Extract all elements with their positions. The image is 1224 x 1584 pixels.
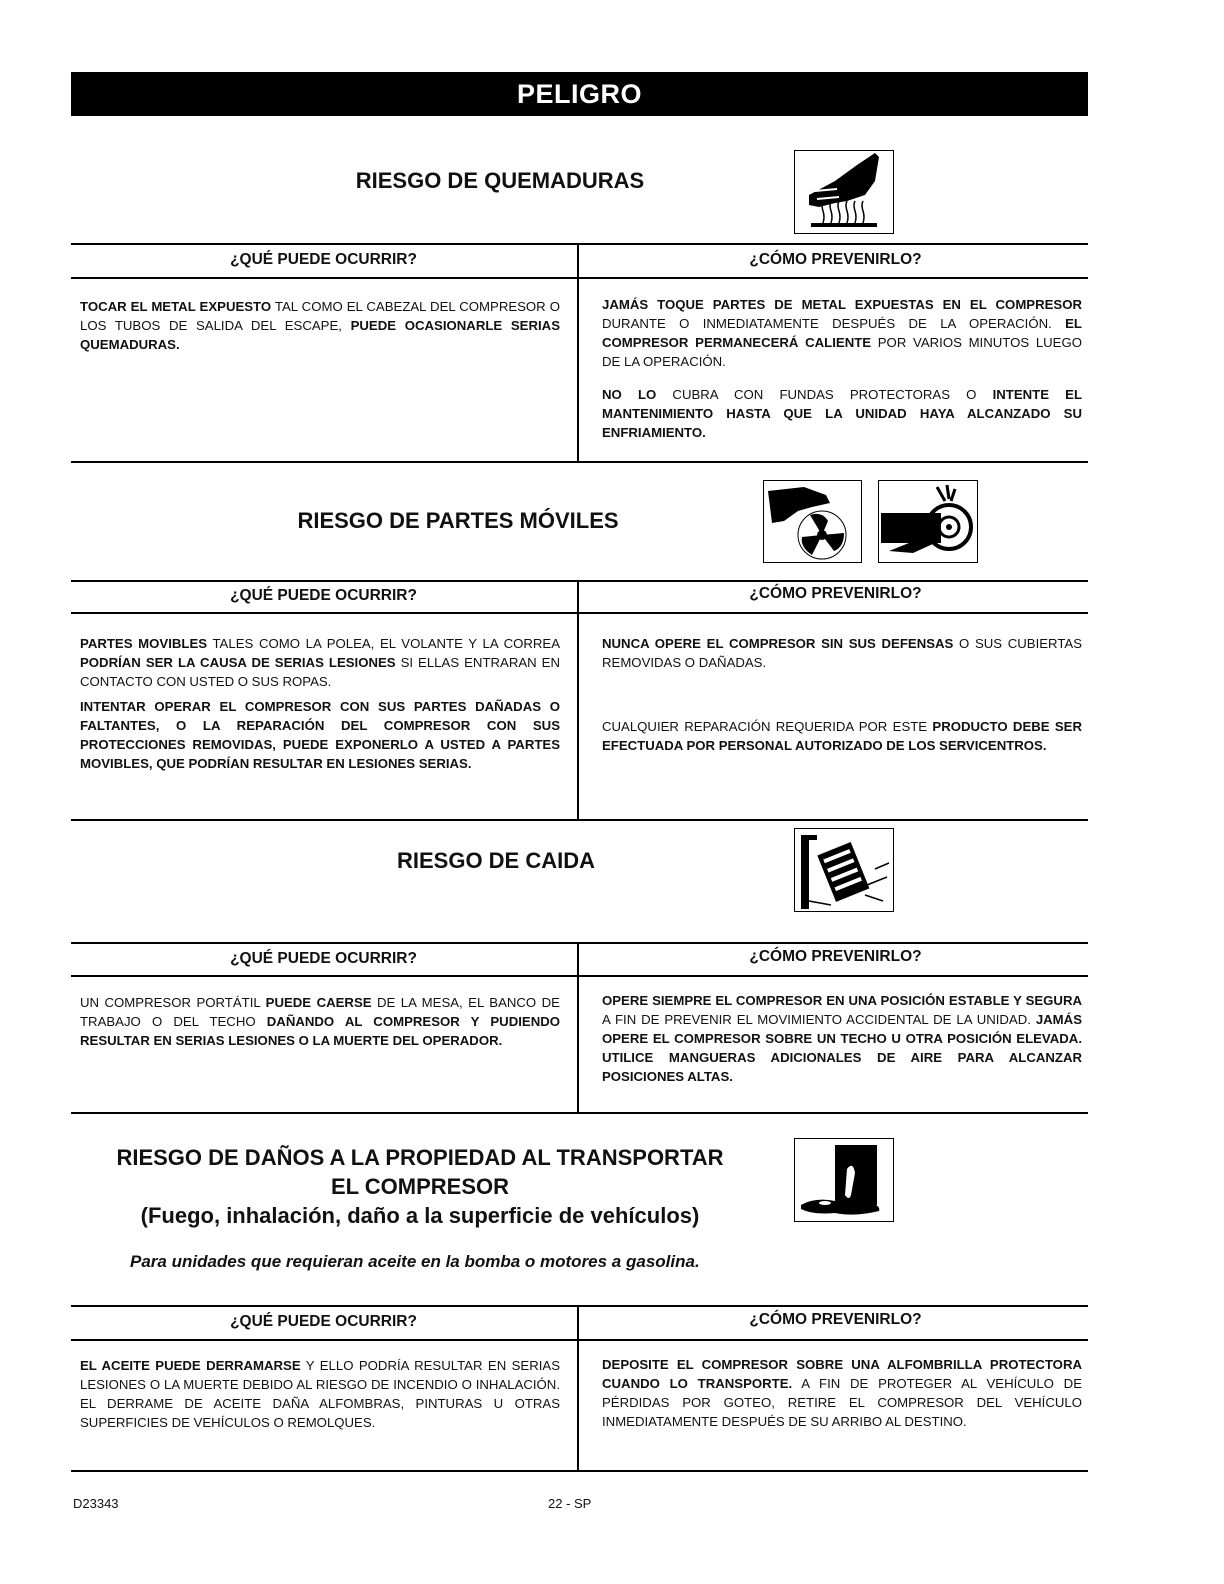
s4-how-text — [602, 1355, 1082, 1445]
s3-how-text — [602, 991, 1082, 1100]
s2-what-text — [80, 634, 560, 787]
s1-how-text — [602, 295, 1082, 456]
s4-how-paragraph: DEPOSITE EL COMPRESOR SOBRE UNA ALFOMBRILLA PROTECTORA CUANDO LO TRANSPORTE. A FIN DE PROTEGER AL VEHÍCULO DE PÉRDIDAS POR GOTEO, RETIRE EL COMPRESOR DEL VEHÍCULO INMEDIATAMENTE DESPUÉS DE SU ARRIBO AL DESTINO. — [602, 1357, 1082, 1429]
s2-what-paragraph-2: INTENTAR OPERAR EL COMPRESOR CON SUS PARTES DAÑADAS O FALTANTES, O LA REPARACIÓN DEL COMPRESOR CON SUS PROTECCIONES REMOVIDAS, PUEDE EXPONERLO A USTED A PARTES MOVIBLES, QUE PODRÍAN RESULTAR EN LESIONES SERIAS. — [80, 699, 560, 771]
burn-risk-title: RIESGO DE QUEMADURAS — [355, 168, 645, 193]
s1-what-paragraph: TOCAR EL METAL EXPUESTO TAL COMO EL CABEZAL DEL COMPRESOR O LOS TUBOS DE SALIDA DEL ESCAPE, PUEDE OCASIONARLE SERIAS QUEMADURAS. — [80, 299, 560, 352]
page-number: 22 - SP — [548, 1496, 592, 1511]
s3-what-text — [80, 993, 560, 1064]
s4-how-header: ¿CÓMO PREVENIRLO? — [749, 1311, 922, 1328]
hot-surface-hand-icon — [794, 150, 894, 234]
fan-hand-icon — [763, 480, 862, 563]
s2-what-paragraph-1: PARTES MOVIBLES TALES COMO LA POLEA, EL VOLANTE Y LA CORREA PODRÍAN SER LA CAUSA DE SERIAS LESIONES SI ELLAS ENTRARAN EN CONTACTO CON USTED O SUS ROPAS. — [80, 636, 560, 689]
danger-banner: PELIGRO — [71, 72, 1088, 116]
s2-how-paragraph-2: CUALQUIER REPARACIÓN REQUERIDA POR ESTE PRODUCTO DEBE SER EFECTUADA POR PERSONAL AUTORIZADO DE LOS SERVICENTROS. — [602, 719, 1082, 753]
transport-risk-subtitle: (Fuego, inhalación, daño a la superficie de vehículos) — [140, 1203, 700, 1228]
s4-what-text — [80, 1356, 560, 1446]
belt-pulley-hand-icon — [878, 480, 978, 563]
s1-how-paragraph-2: NO LO CUBRA CON FUNDAS PROTECTORAS O INTENTE EL MANTENIMIENTO HASTA QUE LA UNIDAD HAYA ALCANZADO SU ENFRIAMIENTO. — [602, 387, 1083, 440]
s3-how-paragraph: OPERE SIEMPRE EL COMPRESOR EN UNA POSICIÓN ESTABLE Y SEGURA A FIN DE PREVENIR EL MOVIMIENTO ACCIDENTAL DE LA UNIDAD. JAMÁS OPERE EL COMPRESOR SOBRE UN TECHO U OTRA POSICIÓN ELEVADA. UTILICE MANGUERAS ADICIONALES DE AIRE PARA ALCANZAR POSICIONES ALTAS. — [602, 993, 1082, 1084]
s2-how-text — [602, 634, 1082, 769]
moving-parts-title: RIESGO DE PARTES MÓVILES — [297, 508, 619, 533]
s2-what-header: ¿QUÉ PUEDE OCURRIR? — [230, 587, 417, 604]
falling-compressor-icon — [794, 828, 894, 912]
s2-how-paragraph-1: NUNCA OPERE EL COMPRESOR SIN SUS DEFENSAS O SUS CUBIERTAS REMOVIDAS O DAÑADAS. — [602, 636, 1083, 670]
s3-what-header: ¿QUÉ PUEDE OCURRIR? — [230, 950, 417, 967]
oil-spill-icon — [794, 1138, 894, 1222]
s2-how-header: ¿CÓMO PREVENIRLO? — [749, 585, 922, 602]
s3-how-header: ¿CÓMO PREVENIRLO? — [749, 948, 922, 965]
transport-risk-title-line1: RIESGO DE DAÑOS A LA PROPIEDAD AL TRANSPORTAR — [116, 1145, 724, 1170]
s1-what-text — [80, 297, 560, 368]
document-code: D23343 — [73, 1496, 119, 1511]
s1-how-header: ¿CÓMO PREVENIRLO? — [749, 251, 922, 268]
s3-what-paragraph: UN COMPRESOR PORTÁTIL PUEDE CAERSE DE LA MESA, EL BANCO DE TRABAJO O DEL TECHO DAÑANDO AL COMPRESOR Y PUDIENDO RESULTAR EN SERIAS LESIONES O LA MUERTE DEL OPERADOR. — [80, 995, 560, 1048]
transport-note: Para unidades que requieran aceite en la bomba o motores a gasolina. — [130, 1252, 700, 1271]
s4-what-paragraph: EL ACEITE PUEDE DERRAMARSE Y ELLO PODRÍA RESULTAR EN SERIAS LESIONES O LA MUERTE DEBIDO AL RIESGO DE INCENDIO O INHALACIÓN. EL DERRAME DE ACEITE DAÑA ALFOMBRAS, PINTURAS U OTRAS SUPERFICIES DE VEHÍCULOS O REMOLQUES. — [80, 1358, 560, 1430]
s4-what-header: ¿QUÉ PUEDE OCURRIR? — [230, 1313, 417, 1330]
s1-how-paragraph-1: JAMÁS TOQUE PARTES DE METAL EXPUESTAS EN EL COMPRESOR DURANTE O INMEDIATAMENTE DESPUÉS DE LA OPERACIÓN. EL COMPRESOR PERMANECERÁ CALIENTE POR VARIOS MINUTOS LUEGO DE LA OPERACIÓN. — [602, 297, 1082, 369]
fall-risk-title: RIESGO DE CAIDA — [396, 848, 596, 873]
s1-what-header: ¿QUÉ PUEDE OCURRIR? — [230, 251, 417, 268]
transport-risk-title-line2: EL COMPRESOR — [330, 1174, 510, 1199]
